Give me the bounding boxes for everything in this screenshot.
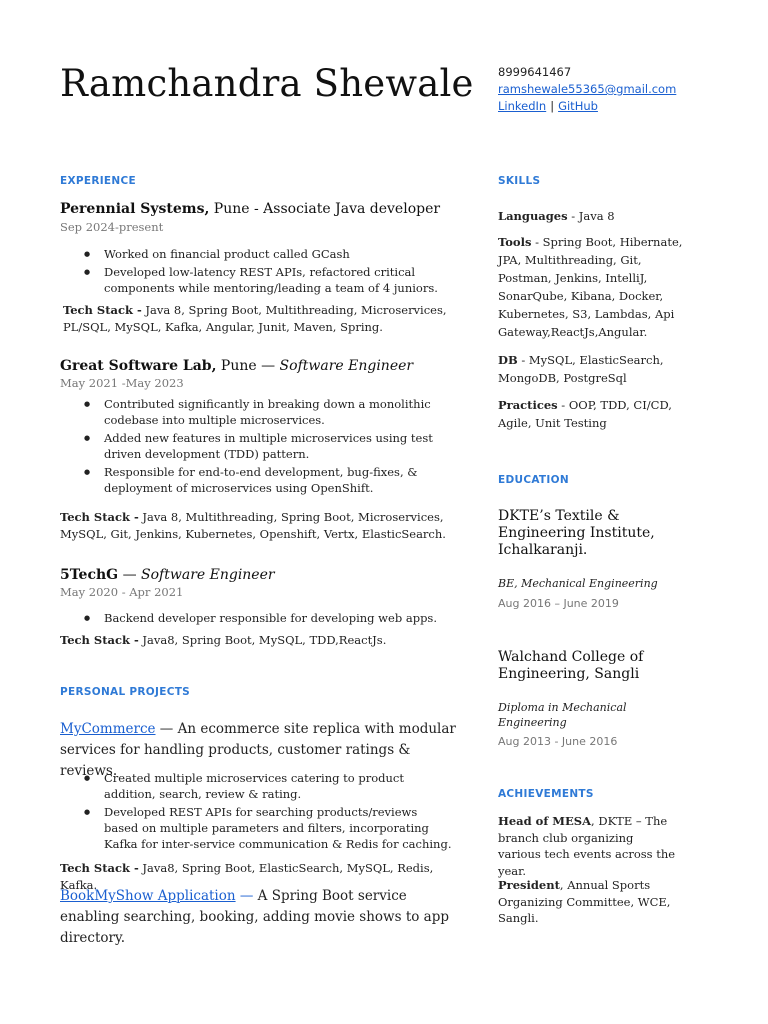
achievement-value: , Annual Sports Organizing Committee, WCE, Sangli. — [498, 878, 671, 925]
skill-group-languages — [498, 207, 688, 225]
skill-group-db — [498, 351, 688, 387]
phone-number: 8999641467 — [498, 65, 572, 79]
education-dates: Aug 2016 – June 2019 — [498, 597, 619, 610]
project-separator: — — [155, 721, 178, 737]
tech-stack-label: Tech Stack - — [60, 633, 139, 647]
job-dates: Sep 2024-present — [60, 220, 164, 234]
job-dates: May 2021 -May 2023 — [60, 376, 184, 390]
achievement-label: Head of MESA — [498, 814, 592, 828]
education-heading: EDUCATION — [498, 474, 569, 486]
degree-name: BE, Mechanical Engineering — [498, 577, 658, 590]
degree-name: Diploma in Mechanical Engineering — [498, 701, 627, 729]
job-title — [60, 201, 440, 217]
job-bullets — [84, 610, 464, 628]
school-name: Walchand College of Engineering, Sangli — [498, 649, 644, 682]
tech-stack — [60, 302, 460, 336]
skill-label: Languages — [498, 209, 568, 223]
job-role: Software Engineer — [141, 567, 275, 583]
skill-label: Tools — [498, 235, 532, 249]
contact-block — [498, 64, 676, 115]
skill-label: Practices — [498, 398, 558, 412]
projects-heading: PERSONAL PROJECTS — [60, 686, 191, 698]
project-separator: — — [235, 888, 258, 904]
company-name: Great Software Lab, — [60, 358, 217, 374]
list-item: ● Backend developer responsible for developing web apps. — [84, 610, 464, 626]
job-title — [60, 567, 275, 583]
skills-heading: SKILLS — [498, 175, 541, 187]
skill-value: - Java 8 — [567, 209, 615, 223]
list-item: ● Developed REST APIs for searching products/reviews based on multiple parameters and filters, incorporating Kafka for inter-service communication & Redis for caching. — [84, 804, 454, 852]
project-link-mycommerce[interactable]: MyCommerce — [60, 721, 156, 737]
project-bullets — [84, 770, 454, 854]
job-location: Pune — — [216, 358, 280, 374]
project-description: A Spring Boot service enabling searching, booking, adding movie shows to app directory. — [60, 888, 449, 946]
list-item: ● Created multiple microservices catering to product addition, search, review & rating. — [84, 770, 454, 802]
tech-stack — [60, 632, 460, 649]
github-link[interactable]: GitHub — [558, 99, 598, 113]
job-title — [60, 358, 413, 374]
tech-stack-value: Java 8, Spring Boot, Multithreading, Microservices, PL/SQL, MySQL, Kafka, Angular, Junit, Maven, Spring. — [63, 303, 447, 334]
skill-value: - OOP, TDD, CI/CD, Agile, Unit Testing — [498, 398, 672, 430]
skill-group-tools — [498, 233, 688, 341]
list-item: ● Contributed significantly in breaking down a monolithic codebase into multiple microservices. — [84, 396, 464, 428]
company-name: Perennial Systems, — [60, 201, 210, 217]
job-dates: May 2020 - Apr 2021 — [60, 585, 184, 599]
list-item: ● Worked on financial product called GCash — [84, 246, 464, 262]
list-item: ● Developed low-latency REST APIs, refactored critical components while mentoring/leading a team of 4 juniors. — [84, 264, 464, 296]
achievement-item — [498, 813, 678, 879]
tech-stack-value: Java 8, Multithreading, Spring Boot, Microservices, MySQL, Git, Jenkins, Kubernetes, Openshift, Vertx, ElasticSearch. — [60, 510, 446, 541]
tech-stack-label: Tech Stack - — [63, 303, 142, 317]
job-separator: — — [118, 567, 142, 583]
tech-stack-value: Java8, Spring Boot, MySQL, TDD,ReactJs. — [138, 633, 387, 647]
school-name: DKTE’s Textile & Engineering Institute, Ichalkaranji. — [498, 508, 655, 558]
link-separator: | — [550, 99, 555, 113]
job-role: Software Engineer — [279, 358, 414, 374]
education-dates: Aug 2013 - June 2016 — [498, 735, 618, 748]
list-item: ● Responsible for end-to-end development, bug-fixes, & deployment of microservices using OpenShift. — [84, 464, 464, 496]
experience-heading: EXPERIENCE — [60, 175, 136, 187]
list-item: ● Added new features in multiple microservices using test driven development (TDD) pattern. — [84, 430, 464, 462]
skill-label: DB — [498, 353, 518, 367]
achievement-value: , DKTE – The branch club organizing various tech events across the year. — [498, 814, 676, 878]
achievements-heading: ACHIEVEMENTS — [498, 788, 594, 800]
linkedin-link[interactable]: LinkedIn — [498, 99, 547, 113]
achievement-item — [498, 877, 678, 927]
email-link[interactable]: ramshewale55365@gmail.com — [498, 82, 677, 96]
tech-stack-label: Tech Stack - — [60, 861, 139, 875]
tech-stack — [60, 509, 460, 543]
skill-group-practices — [498, 396, 688, 432]
project-link-bookmyshow[interactable]: BookMyShow Application — [60, 888, 236, 904]
achievement-label: President — [498, 878, 560, 892]
job-bullets — [84, 246, 464, 298]
job-bullets — [84, 396, 464, 498]
tech-stack-label: Tech Stack - — [60, 510, 139, 524]
skill-value: - Spring Boot, Hibernate, JPA, Multithreading, Git, Postman, Jenkins, IntelliJ, SonarQube, Kibana, Docker, Kubernetes, S3, Lambdas, Api Gateway,ReactJs,Angular. — [498, 235, 683, 339]
job-role: Pune - Associate Java developer — [209, 201, 441, 217]
project-description: An ecommerce site replica with modular services for handling products, customer ratings & reviews. — [60, 721, 456, 779]
company-name: 5TechG — [60, 567, 119, 583]
candidate-name: Ramchandra Shewale — [60, 62, 474, 105]
project-bookmyshow — [60, 886, 460, 949]
tech-stack-value: Java8, Spring Boot, ElasticSearch, MySQL, Redis, Kafka. — [60, 861, 434, 892]
skill-value: - MySQL, ElasticSearch, MongoDB, PostgreSql — [498, 353, 664, 385]
